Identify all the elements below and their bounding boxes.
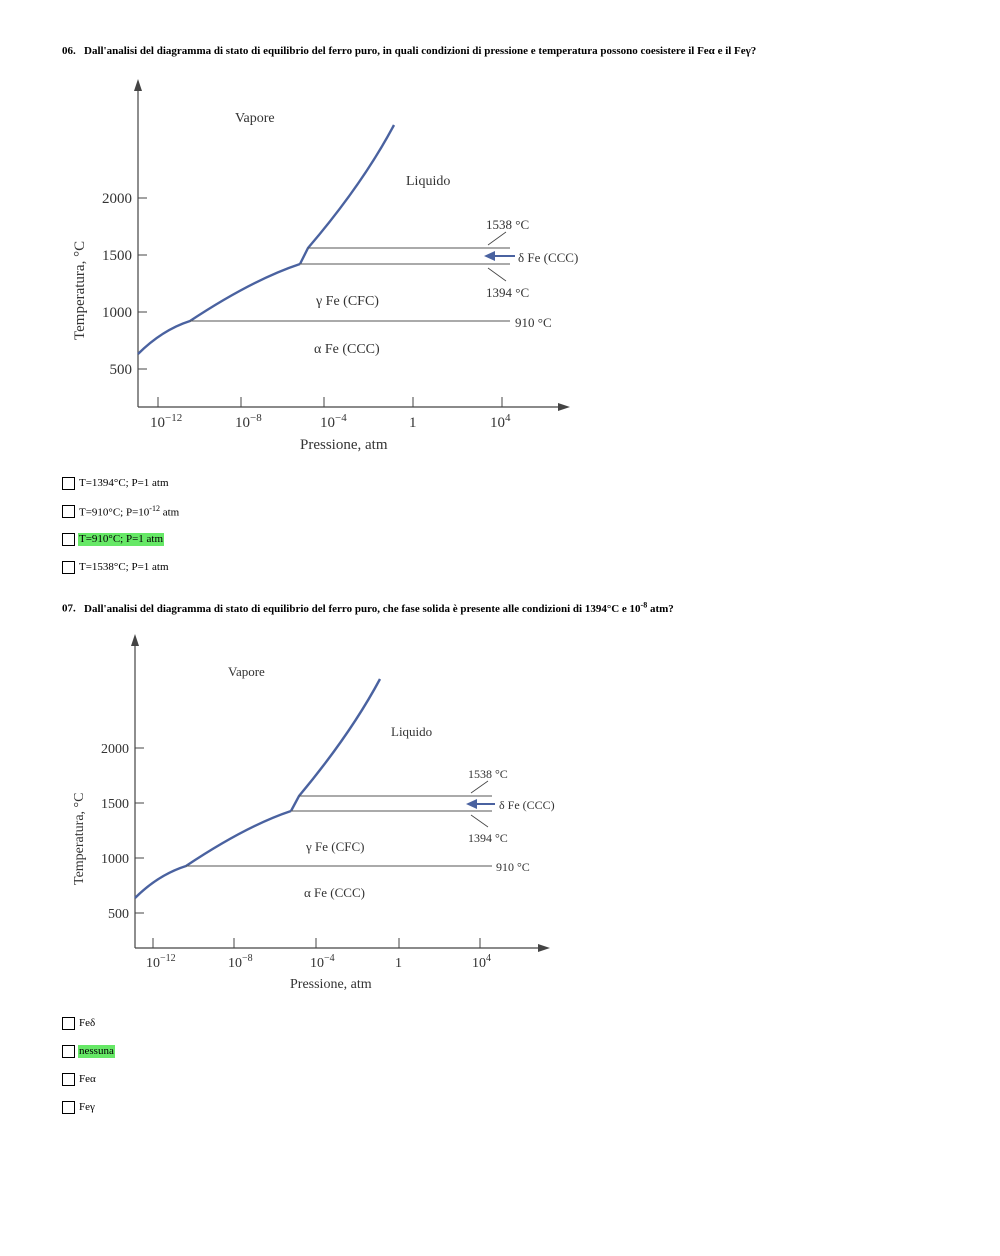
option-06-d[interactable]	[62, 559, 170, 575]
question-number: 06.	[62, 45, 76, 57]
checkbox[interactable]	[62, 505, 75, 518]
x-axis-arrow	[558, 403, 570, 411]
question-number: 07.	[62, 602, 76, 615]
label-alpha: α Fe (CCC)	[304, 885, 365, 900]
option-label-correct: nessuna	[79, 1044, 114, 1057]
label-910: 910 °C	[496, 860, 530, 874]
option-label: Feα	[79, 1072, 96, 1085]
x-tick-1e-4: $10^{-4}$	[320, 412, 347, 431]
option-label-correct: T=910°C; P=1 atm	[79, 532, 164, 545]
y-tick-2000: 2000	[101, 742, 129, 757]
x-tick-1e4: $10^4$	[490, 412, 511, 431]
y-axis-arrow	[134, 79, 142, 91]
label-gamma: γ Fe (CFC)	[306, 839, 365, 854]
leader-1538	[488, 232, 506, 245]
question-06-title	[62, 45, 756, 57]
x-tick-1: 1	[395, 956, 402, 971]
y-axis-label: Temperatura, °C	[72, 240, 88, 340]
vapor-liquid-boundary	[300, 125, 394, 264]
option-06-c[interactable]	[62, 531, 164, 547]
leader-1394	[471, 815, 488, 827]
delta-arrow-head	[484, 251, 495, 261]
y-tick-2000: 2000	[102, 191, 132, 207]
option-07-c[interactable]	[62, 1071, 97, 1087]
option-07-d[interactable]	[62, 1099, 96, 1115]
x-axis-label: Pressione, atm	[300, 437, 388, 453]
checkbox[interactable]	[62, 533, 75, 546]
x-tick-1e-4: $10^{-4}$	[310, 953, 335, 971]
y-tick-1000: 1000	[102, 305, 132, 321]
label-1394: 1394 °C	[486, 285, 530, 300]
checkbox[interactable]	[62, 477, 75, 490]
label-liquid: Liquido	[391, 724, 433, 739]
option-label: T=910°C; $P=10^{-12}$ atm	[79, 504, 180, 519]
label-delta: δ Fe (CCC)	[499, 798, 555, 812]
label-gamma: γ Fe (CFC)	[316, 294, 379, 309]
checkbox[interactable]	[62, 1101, 75, 1114]
y-axis-arrow	[131, 634, 139, 646]
option-label: T=1394°C; P=1 atm	[79, 476, 169, 489]
label-liquid: Liquido	[406, 174, 451, 189]
x-axis-label: Pressione, atm	[290, 977, 372, 992]
y-tick-1000: 1000	[101, 852, 129, 867]
x-tick-1e4: $10^4$	[472, 953, 491, 971]
y-tick-1500: 1500	[102, 248, 132, 264]
question-text: Dall'analisi del diagramma di stato di equilibrio del ferro puro, che fase solida è presente alle condizioni di 1394°C e $10^{-8}$ atm?	[84, 600, 674, 615]
label-delta: δ Fe (CCC)	[518, 250, 579, 265]
label-vapor: Vapore	[228, 664, 265, 679]
x-tick-1e-8: $10^{-8}$	[228, 953, 253, 971]
label-910: 910 °C	[515, 315, 552, 330]
x-tick-1e-12: $10^{-12}$	[150, 412, 183, 431]
y-axis-label: Temperatura, °C	[72, 792, 87, 885]
vapor-solid-boundary	[135, 811, 291, 898]
leader-1538	[471, 781, 488, 793]
label-alpha: α Fe (CCC)	[314, 342, 380, 357]
delta-arrow-head	[466, 799, 477, 809]
y-tick-500: 500	[108, 907, 129, 922]
checkbox[interactable]	[62, 1017, 75, 1030]
checkbox[interactable]	[62, 561, 75, 574]
x-axis-arrow	[538, 944, 550, 952]
option-label: T=1538°C; P=1 atm	[79, 560, 169, 573]
phase-diagram-07	[62, 630, 582, 1000]
label-1538: 1538 °C	[486, 217, 530, 232]
option-07-a[interactable]	[62, 1015, 96, 1031]
checkbox[interactable]	[62, 1073, 75, 1086]
label-vapor: Vapore	[235, 111, 275, 126]
label-1394: 1394 °C	[468, 831, 508, 845]
y-tick-1500: 1500	[101, 797, 129, 812]
label-1538: 1538 °C	[468, 767, 508, 781]
option-label: Feδ	[79, 1016, 96, 1029]
x-tick-1: 1	[409, 415, 417, 431]
option-06-b[interactable]	[62, 503, 180, 519]
option-label: Feγ	[79, 1100, 95, 1113]
x-tick-1e-8: $10^{-8}$	[235, 412, 262, 431]
vapor-liquid-boundary	[291, 679, 380, 811]
phase-diagram-06	[62, 75, 602, 460]
question-07-title	[62, 600, 674, 615]
question-text: Dall'analisi del diagramma di stato di equilibrio del ferro puro, in quali condizioni di pressione e temperatura possono coesistere il Feα e il Feγ?	[84, 45, 757, 57]
y-tick-500: 500	[109, 362, 132, 378]
vapor-solid-boundary	[138, 264, 300, 354]
x-tick-1e-12: $10^{-12}$	[146, 953, 176, 971]
leader-1394	[488, 268, 506, 281]
checkbox[interactable]	[62, 1045, 75, 1058]
option-06-a[interactable]	[62, 475, 170, 491]
option-07-b[interactable]	[62, 1043, 115, 1059]
